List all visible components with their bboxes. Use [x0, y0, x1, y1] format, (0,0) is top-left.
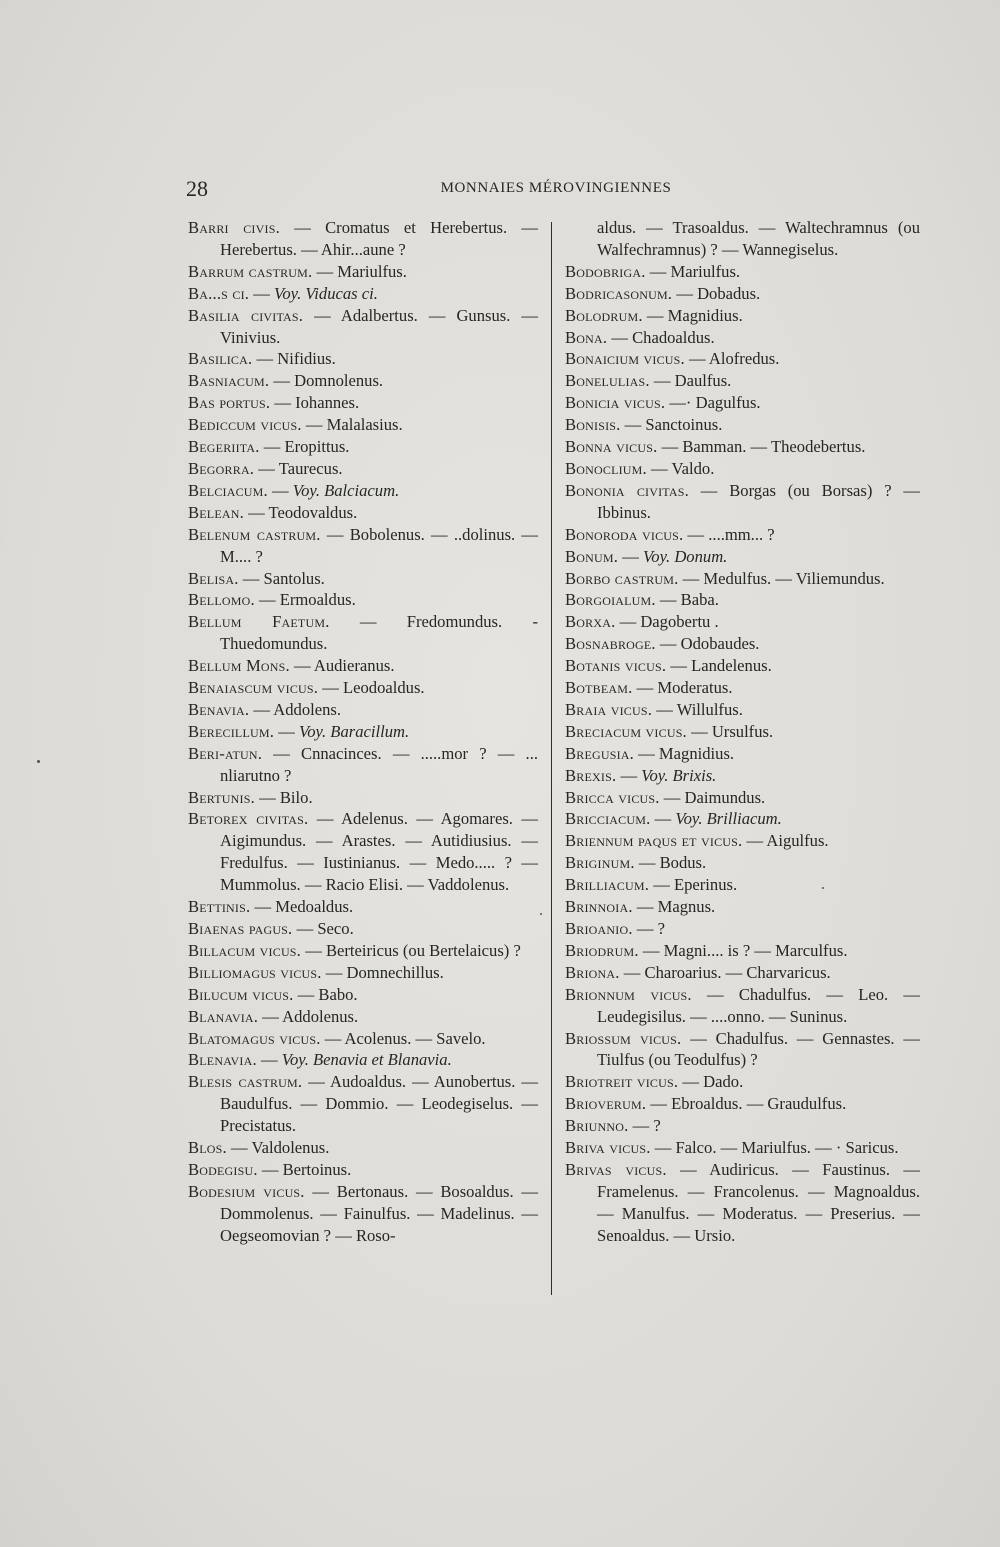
- index-entry: [188, 217, 538, 261]
- entry-cross-reference: Voy. Brilliacum.: [675, 809, 782, 829]
- entry-headword: Bonoclium.: [565, 458, 647, 478]
- entry-headword: Betorex civitas.: [188, 809, 309, 829]
- index-entry: [188, 611, 538, 655]
- entry-headword: Belenum castrum.: [188, 524, 321, 544]
- index-entry: [188, 589, 538, 611]
- page-header: [186, 176, 926, 206]
- entry-text: — Magnidius.: [642, 305, 743, 325]
- entry-headword: Briossum vicus.: [565, 1028, 682, 1048]
- index-entry: [188, 524, 538, 568]
- entry-headword: Briotreit vicus.: [565, 1072, 679, 1092]
- index-entry: [188, 261, 538, 283]
- entry-headword: Brioverum.: [565, 1094, 647, 1114]
- stray-mark: [540, 913, 542, 915]
- index-entry: [565, 436, 920, 458]
- index-entry: [565, 392, 920, 414]
- entry-headword: Bettinis.: [188, 897, 251, 917]
- entry-text: — Bilo.: [254, 787, 313, 807]
- index-entry: [565, 305, 920, 327]
- entry-text: —: [249, 283, 275, 303]
- entry-headword: Bonoroda vicus.: [565, 524, 684, 544]
- entry-text: — Acolenus. — Savelo.: [320, 1028, 486, 1048]
- index-entry: [565, 743, 920, 765]
- entry-text: — Seco.: [292, 919, 354, 938]
- entry-headword: Bregusia.: [565, 743, 635, 763]
- entry-cross-reference: Voy. Balciacum.: [292, 480, 400, 500]
- entry-text: — Ebroaldus. — Graudulfus.: [646, 1094, 847, 1114]
- entry-text: — Eropittus.: [259, 437, 350, 457]
- entry-headword: Brionnum vicus.: [565, 984, 692, 1004]
- index-entry: [188, 370, 538, 392]
- entry-text: — Chadulfus. — Gennastes. — Tiulfus (ou Teodulfus) ?: [597, 1028, 920, 1070]
- index-entry: [565, 633, 920, 655]
- entry-cross-reference: Voy. Viducas ci.: [274, 283, 378, 303]
- entry-text: — Mariulfus.: [645, 261, 741, 281]
- entry-headword: Billiomagus vicus.: [188, 962, 322, 982]
- index-entry: [565, 940, 920, 962]
- entry-text: — Dado.: [678, 1072, 744, 1092]
- index-entry: [188, 458, 538, 480]
- entry-headword: Bodobriga.: [565, 261, 646, 281]
- entry-headword: Briginum.: [565, 853, 635, 873]
- entry-headword: Bellum Faetum.: [188, 612, 330, 632]
- index-entry: [565, 458, 920, 480]
- left-column: [188, 217, 538, 1247]
- index-entry: [188, 1049, 538, 1071]
- entry-headword: Bodricasonum.: [565, 283, 673, 303]
- index-entry: [188, 414, 538, 436]
- index-entry: [565, 589, 920, 611]
- entry-text: — Chadulfus. — Leo. — Leudegisilus. — ....onno. — Suninus.: [597, 984, 920, 1026]
- entry-text: — Charoarius. — Charvaricus.: [619, 962, 831, 982]
- entry-headword: Borgoialum.: [565, 590, 656, 610]
- index-entry: [565, 830, 920, 852]
- entry-text: — Bobolenus. — ..dolinus. — M.... ?: [220, 524, 539, 566]
- entry-headword: Blatomagus vicus.: [188, 1028, 321, 1048]
- index-entry: [565, 1093, 920, 1115]
- entry-text: —· Dagulfus.: [665, 393, 761, 413]
- entry-headword: Basniacum.: [188, 371, 270, 391]
- entry-cross-reference: Voy. Brixis.: [641, 765, 717, 785]
- entry-headword: Bricca vicus.: [565, 787, 660, 807]
- entry-headword: Basilia civitas.: [188, 305, 304, 325]
- entry-text: — ?: [628, 1116, 661, 1136]
- entry-headword: Breciacum vicus.: [565, 721, 687, 741]
- entry-text: — Leodoaldus.: [318, 678, 425, 698]
- stray-mark: [822, 887, 824, 889]
- right-column-entries: [565, 261, 920, 1247]
- index-entry: [565, 918, 920, 940]
- entry-text: — Domnolenus.: [269, 371, 384, 391]
- index-entry: [188, 1137, 538, 1159]
- entry-headword: Bertunis.: [188, 787, 255, 807]
- index-entry: [565, 655, 920, 677]
- entry-text: — Chadoaldus.: [607, 327, 715, 347]
- entry-text: —: [274, 721, 299, 741]
- index-entry: [565, 568, 920, 590]
- stray-mark: [37, 760, 40, 763]
- entry-headword: Bona.: [565, 327, 608, 347]
- entry-headword: Brivas vicus.: [565, 1159, 667, 1179]
- index-entry: [188, 502, 538, 524]
- index-entry: [565, 1071, 920, 1093]
- entry-text: —: [650, 809, 676, 829]
- entry-headword: Bellum Mons.: [188, 656, 290, 676]
- entry-text: — Valdo.: [646, 458, 715, 478]
- entry-text: — Bodus.: [634, 853, 707, 873]
- index-entry: [565, 874, 920, 896]
- entry-headword: Borxa.: [565, 612, 616, 632]
- entry-headword: Brexis.: [565, 765, 617, 785]
- entry-text: — Dobadus.: [672, 283, 761, 303]
- entry-headword: Blos.: [188, 1138, 227, 1158]
- entry-text: — Addolenus.: [258, 1006, 359, 1026]
- right-column: [565, 217, 920, 1247]
- entry-headword: Belisa.: [188, 568, 239, 588]
- entry-text: — Adelenus. — Agomares. — Aigimundus. — Arastes. — Autidiusius. — Fredulfus. — Iustinianus. — Medo..... ? — Mummolus. — Racio Elisi. — Vaddolenus.: [220, 809, 539, 895]
- index-entry: [188, 721, 538, 743]
- index-entry: [565, 852, 920, 874]
- index-entry: [188, 1181, 538, 1247]
- index-entry: [188, 743, 538, 787]
- index-entry: [188, 896, 538, 918]
- index-entry: [565, 1115, 920, 1137]
- entry-headword: Basilica.: [188, 349, 253, 369]
- index-entry: [565, 721, 920, 743]
- entry-text: — Alofredus.: [684, 349, 780, 369]
- entry-text: — Fredomundus. - Thuedomundus.: [220, 612, 538, 654]
- entry-headword: Brioanio.: [565, 919, 633, 938]
- index-entry: [565, 480, 920, 524]
- entry-headword: Briennum paqus et vicus.: [565, 831, 743, 851]
- entry-headword: Blesis castrum.: [188, 1072, 303, 1092]
- entry-headword: Billacum vicus.: [188, 940, 302, 960]
- entry-headword: Brilliacum.: [565, 875, 650, 895]
- index-entry: [565, 414, 920, 436]
- index-entry: [188, 1071, 538, 1137]
- index-entry: [565, 1159, 920, 1247]
- entry-text: — Babo.: [293, 984, 358, 1004]
- entry-headword: Benavia.: [188, 699, 250, 719]
- entry-headword: Bonum.: [565, 546, 619, 566]
- index-entry: [188, 568, 538, 590]
- entry-headword: Beri-atun.: [188, 743, 263, 763]
- entry-text: — Santolus.: [238, 568, 325, 588]
- index-entry: [565, 1137, 920, 1159]
- index-entry: [565, 677, 920, 699]
- entry-text: — Falco. — Mariulfus. — · Saricus.: [650, 1138, 899, 1158]
- index-entry: [188, 655, 538, 677]
- index-entry: [188, 808, 538, 896]
- entry-text: — Daulfus.: [649, 371, 732, 391]
- index-entry: [565, 787, 920, 809]
- page-number: 28: [186, 176, 208, 201]
- entry-headword: Bonna vicus.: [565, 437, 658, 457]
- index-entry: [565, 348, 920, 370]
- entry-text: — Adalbertus. — Gunsus. — Vinivius.: [220, 305, 538, 347]
- index-entry: [565, 765, 920, 787]
- index-entry: [188, 283, 538, 305]
- entry-text: — Ermoaldus.: [254, 590, 356, 610]
- entry-headword: Bonisis.: [565, 415, 621, 435]
- index-entry: [565, 327, 920, 349]
- entry-text: — Medoaldus.: [250, 897, 354, 917]
- entry-headword: Ba...s ci.: [188, 283, 250, 303]
- entry-headword: Belciacum.: [188, 480, 268, 500]
- entry-text: — Eperinus.: [649, 875, 738, 895]
- entry-headword: Briona.: [565, 962, 620, 982]
- index-entry: [188, 1006, 538, 1028]
- entry-headword: Begorra.: [188, 458, 255, 478]
- entry-text: —: [618, 546, 643, 566]
- entry-headword: Bononia civitas.: [565, 480, 689, 500]
- entry-text: — Dagobertu .: [615, 612, 719, 632]
- entry-headword: Bosnabroge.: [565, 634, 656, 654]
- index-entry: [565, 896, 920, 918]
- index-entry: [565, 611, 920, 633]
- entry-headword: Bricciacum.: [565, 809, 651, 829]
- entry-text: — Odobaudes.: [655, 634, 760, 654]
- index-entry: [188, 1028, 538, 1050]
- entry-text: — Audieranus.: [289, 656, 395, 676]
- entry-headword: Bas portus.: [188, 393, 271, 413]
- entry-headword: Berecillum.: [188, 721, 275, 741]
- entry-cross-reference: Voy. Baracillum.: [298, 721, 410, 741]
- entry-text: — Audoaldus. — Aunobertus. — Baudulfus. — Dommio. — Leodegiselus. — Precistatus.: [220, 1072, 538, 1136]
- entry-text: — Borgas (ou Borsas) ? — Ibbinus.: [597, 480, 920, 522]
- entry-text: — Malalasius.: [301, 415, 403, 435]
- index-entry: [188, 480, 538, 502]
- entry-text: — ....mm... ?: [683, 524, 775, 544]
- index-entry: [188, 984, 538, 1006]
- entry-text: — Ursulfus.: [686, 721, 774, 741]
- entry-text: — Magni.... is ? — Marculfus.: [638, 940, 848, 960]
- entry-headword: Bilucum vicus.: [188, 984, 294, 1004]
- entry-text: — Audiricus. — Faustinus. — Framelenus. — Francolenus. — Magnoaldus. — Manulfus. — Moderatus. — Preserius. — Senoaldus. — Ursio.: [597, 1159, 920, 1245]
- entry-headword: Bodesium vicus.: [188, 1181, 305, 1201]
- index-entry: [565, 370, 920, 392]
- entry-text: — Bertoinus.: [257, 1159, 352, 1179]
- entry-text: — Daimundus.: [659, 787, 766, 807]
- entry-headword: Bonicia vicus.: [565, 393, 666, 413]
- entry-headword: Barri civis.: [188, 218, 280, 237]
- continued-entry: aldus. — Trasoaldus. — Waltechramnus (ou Walfechramnus) ? — Wannegiselus.: [597, 218, 920, 259]
- entry-text: —: [256, 1050, 282, 1070]
- entry-text: — Cnnacinces. — .....mor ? — ... nliarutno ?: [220, 743, 538, 785]
- index-entry: [565, 283, 920, 305]
- index-entry: [188, 1159, 538, 1181]
- entry-text: — Berteiricus (ou Bertelaicus) ?: [301, 940, 521, 960]
- entry-text: — Willulfus.: [652, 699, 743, 719]
- index-entry: [565, 546, 920, 568]
- entry-text: — Bamman. — Theodebertus.: [657, 437, 866, 457]
- entry-text: — Teodovaldus.: [243, 502, 358, 522]
- index-entry: [188, 677, 538, 699]
- running-title: MONNAIES MÉROVINGIENNES: [440, 180, 672, 196]
- entry-headword: Borbo castrum.: [565, 568, 679, 588]
- index-entry: [565, 261, 920, 283]
- entry-text: — Medulfus. — Viliemundus.: [678, 568, 885, 588]
- entry-text: — Domnechillus.: [321, 962, 444, 982]
- index-entry: [565, 1028, 920, 1072]
- entry-headword: Briunno.: [565, 1116, 629, 1136]
- index-entry: [565, 962, 920, 984]
- entry-headword: Braia vicus.: [565, 699, 653, 719]
- entry-text: — Baba.: [655, 590, 719, 610]
- entry-headword: Blenavia.: [188, 1050, 257, 1070]
- entry-text: — Magnus.: [632, 897, 716, 917]
- entry-headword: Botbeam.: [565, 678, 633, 698]
- entry-text: — Nifidius.: [252, 349, 336, 369]
- index-entry: [188, 348, 538, 370]
- entry-text: — ?: [632, 919, 665, 938]
- entry-headword: Belean.: [188, 502, 244, 522]
- entry-headword: Briodrum.: [565, 940, 639, 960]
- entry-headword: Begeriita.: [188, 437, 260, 457]
- column-divider: [551, 222, 552, 1295]
- entry-text: — Addolens.: [249, 699, 341, 719]
- entry-text: — Landelenus.: [666, 656, 772, 676]
- index-entry: [188, 392, 538, 414]
- index-entry: [188, 918, 538, 940]
- entry-headword: Bolodrum.: [565, 305, 643, 325]
- entry-text: — Moderatus.: [632, 678, 733, 698]
- index-entry: [188, 962, 538, 984]
- entry-headword: Barrum castrum.: [188, 261, 313, 281]
- entry-headword: Briva vicus.: [565, 1138, 651, 1158]
- entry-headword: Bediccum vicus.: [188, 415, 302, 435]
- entry-headword: Bonelulias.: [565, 371, 650, 391]
- entry-text: — Aigulfus.: [742, 831, 829, 851]
- index-entry: [188, 305, 538, 349]
- entry-text: — Sanctoinus.: [620, 415, 723, 435]
- index-entry: [188, 436, 538, 458]
- entry-text: — Iohannes.: [270, 393, 360, 413]
- entry-cross-reference: Voy. Donum.: [642, 546, 728, 566]
- index-entry: [565, 524, 920, 546]
- entry-text: — Bertonaus. — Bosoaldus. — Dommolenus. — Fainulfus. — Madelinus. — Oegseomovian ? — Roso-: [220, 1181, 538, 1245]
- index-entry: [565, 808, 920, 830]
- entry-headword: Bellomo.: [188, 590, 255, 610]
- entry-headword: Blanavia.: [188, 1006, 259, 1026]
- entry-text: — Taurecus.: [254, 458, 343, 478]
- index-entry: [565, 984, 920, 1028]
- entry-headword: Brinnoia.: [565, 897, 633, 917]
- entry-headword: Benaiascum vicus.: [188, 678, 319, 698]
- entry-headword: Bodegisu.: [188, 1159, 258, 1179]
- entry-headword: Botanis vicus.: [565, 656, 667, 676]
- index-entry: [188, 787, 538, 809]
- entry-text: —: [267, 480, 293, 500]
- entry-headword: Bonaicium vicus.: [565, 349, 685, 369]
- entry-text: —: [616, 765, 642, 785]
- entry-text: — Mariulfus.: [312, 261, 407, 281]
- entry-text: — Cromatus et Herebertus. — Herebertus. — Ahir...aune ?: [220, 218, 538, 259]
- index-entry: [188, 940, 538, 962]
- index-entry: [188, 699, 538, 721]
- entry-cross-reference: Voy. Benavia et Blanavia.: [281, 1050, 452, 1070]
- index-entry: [565, 699, 920, 721]
- entry-headword: Biaenas pagus.: [188, 919, 293, 938]
- entry-text: — Valdolenus.: [226, 1138, 330, 1158]
- entry-text: — Magnidius.: [634, 743, 735, 763]
